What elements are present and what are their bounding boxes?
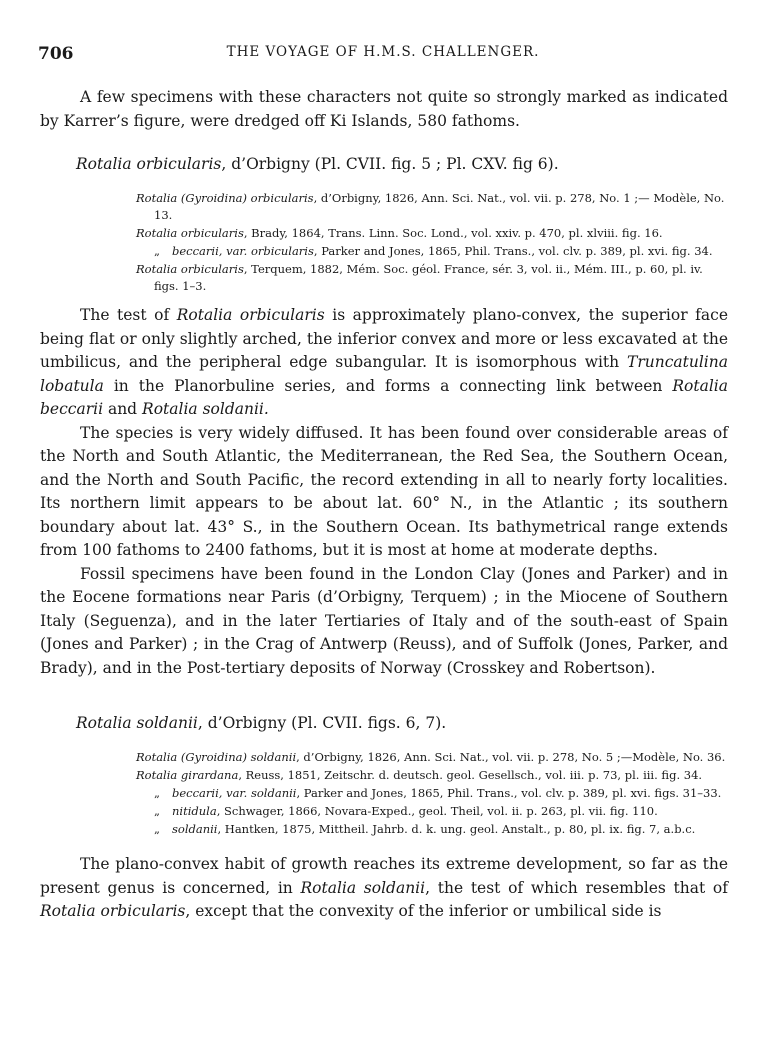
intro-paragraph: A few specimens with these characters not quite so strongly marked as indicated by Karrer’s figure, were dredged off Ki Islands, 580 fathoms. (40, 88, 728, 130)
synonym-entry (136, 749, 728, 766)
ditto-mark: „ (154, 804, 160, 818)
synonym-entry (136, 785, 728, 802)
species-authority: , d’Orbigny (Pl. CVII. figs. 6, 7). (197, 714, 447, 732)
synonym-reference: , d’Orbigny, 1826, Ann. Sci. Nat., vol. vii. p. 278, No. 1 ;— Modèle, No. 13. (154, 191, 725, 222)
ditto-mark: „ (154, 822, 160, 836)
synonym-name: soldanii (172, 822, 218, 836)
synonym-entry (136, 190, 728, 224)
synonym-name: Rotalia (Gyroidina) soldanii (136, 750, 297, 764)
synonym-entry (136, 803, 728, 820)
synonym-name: Rotalia girardana (136, 768, 239, 782)
synonym-entry (136, 225, 728, 242)
synonym-name: beccarii, var. orbicularis (172, 244, 314, 258)
synonym-name: Rotalia (Gyroidina) orbicularis (136, 191, 314, 205)
synonymy-list-soldanii (136, 749, 728, 838)
species-name: Rotalia orbicularis (76, 155, 222, 173)
synonym-reference: , d’Orbigny, 1826, Ann. Sci. Nat., vol. vii. p. 278, No. 5 ;—Modèle, No. 36. (296, 750, 726, 764)
description-paragraph: The test of Rotalia orbicularis is approximately plano-convex, the superior face being flat or only slightly arched, the inferior convex and more or less excavated at the umbilicus, and the peripheral edge subangular. It is isomorphous with Truncatulina lobatula in the Planorbuline series, and forms a connecting link between Rotalia beccarii and Rotalia soldanii. (40, 306, 728, 418)
distribution-paragraph: The species is very widely diffused. It has been found over considerable areas of the North and South Atlantic, the Mediterranean, the Red Sea, the Southern Ocean, and the North and South Pacific, the record extending in all to nearly forty localities. Its northern limit appears to be about lat. 60° N., in the Atlantic ; its southern boundary about lat. 43° S., in the Southern Ocean. Its bathymetrical range extends from 100 fathoms to 2400 fathoms, but it is most at home at moderate depths. (40, 423, 728, 559)
synonymy-list-orbicularis (136, 190, 728, 295)
species-heading-orbicularis (76, 153, 728, 176)
synonym-reference: , Parker and Jones, 1865, Phil. Trans., vol. clv. p. 389, pl. xvi. figs. 31–33. (296, 786, 722, 800)
synonym-reference: , Reuss, 1851, Zeitschr. d. deutsch. geol. Gesellsch., vol. iii. p. 73, pl. iii. fig. 34. (238, 768, 703, 782)
synonym-name: beccarii, var. soldanii (172, 786, 297, 800)
page-number: 706 (38, 44, 74, 64)
species-authority: , d’Orbigny (Pl. CVII. fig. 5 ; Pl. CXV. fig 6). (221, 155, 559, 173)
fossil-paragraph: Fossil specimens have been found in the London Clay (Jones and Parker) and in the Eocene formations near Paris (d’Orbigny, Terquem) ; in the Miocene of Southern Italy (Seguenza), and in the later Tertiaries of Italy and of the south-east of Spain (Jones and Parker) ; in the Crag of Antwerp (Reuss), and of Suffolk (Jones, Parker, and Brady), and in the Post-tertiary deposits of Norway (Crosskey and Robertson). (40, 564, 728, 677)
synonym-reference: , Parker and Jones, 1865, Phil. Trans., vol. clv. p. 389, pl. xvi. fig. 34. (313, 244, 713, 258)
species-name: Rotalia soldanii (76, 714, 198, 732)
synonym-entry (136, 767, 728, 784)
synonym-name: Rotalia orbicularis (136, 262, 244, 276)
synonym-reference: , Schwager, 1866, Novara-Exped., geol. Theil, vol. ii. p. 263, pl. vii. fig. 110. (216, 804, 658, 818)
page-header (38, 44, 728, 68)
synonym-reference: , Brady, 1864, Trans. Linn. Soc. Lond., vol. xxiv. p. 470, pl. xlviii. fig. 16. (243, 226, 663, 240)
synonym-reference: , Terquem, 1882, Mém. Soc. géol. France, sér. 3, vol. ii., Mém. III., p. 60, pl. iv. figs. 1–3. (154, 262, 703, 293)
ditto-mark: „ (154, 244, 160, 258)
synonym-entry (136, 243, 728, 260)
synonym-name: nitidula (172, 804, 217, 818)
synonym-entry (136, 261, 728, 295)
ditto-mark: „ (154, 786, 160, 800)
synonym-entry (136, 821, 728, 838)
synonym-name: Rotalia orbicularis (136, 226, 244, 240)
running-title: THE VOYAGE OF H.M.S. CHALLENGER. (226, 44, 540, 60)
description-paragraph-soldanii: The plano-convex habit of growth reaches its extreme development, so far as the present genus is concerned, in Rotalia soldanii, the test of which resembles that of Rotalia orbicularis, except that the convexity of the inferior or umbilical side is (40, 855, 728, 920)
species-heading-soldanii (76, 712, 728, 735)
page-body (40, 86, 728, 924)
synonym-reference: , Hantken, 1875, Mittheil. Jahrb. d. k. ung. geol. Anstalt., p. 80, pl. ix. fig. 7, a.b.c. (217, 822, 696, 836)
